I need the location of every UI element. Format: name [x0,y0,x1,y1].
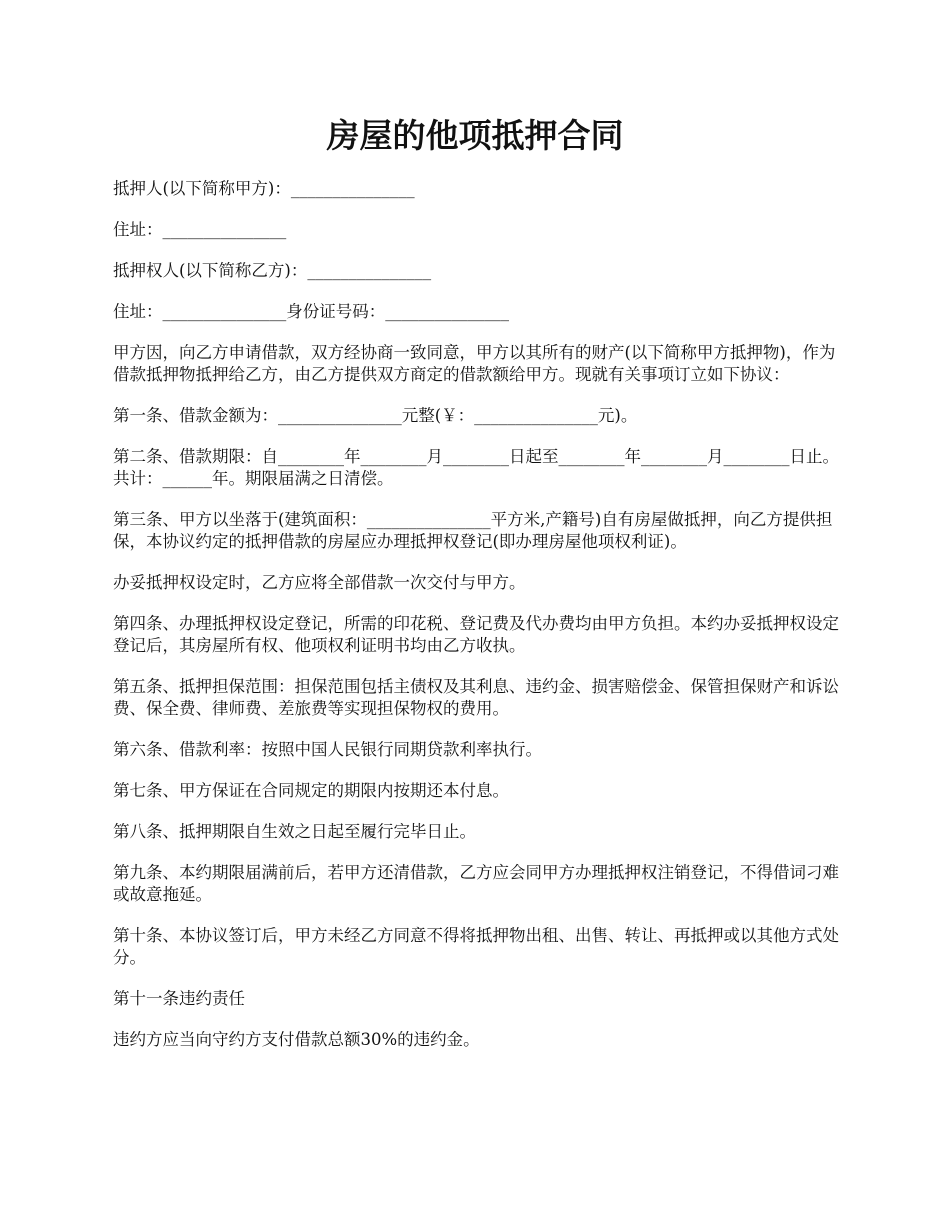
paragraph-article-7: 第七条、甲方保证在合同规定的期限内按期还本付息。 [113,781,509,800]
paragraph-article-2: 第二条、借款期限：自________年________月________日起至________年________月________日止。共计：______年。期限届满之日清偿。 [113,447,839,488]
paragraph-preamble: 甲方因，向乙方申请借款，双方经协商一致同意，甲方以其所有的财产(以下简称甲方抵押物)，作为借款抵押物抵押给乙方，由乙方提供双方商定的借款额给甲方。现就有关事项订立如下协议： [113,343,836,384]
paragraph-article-4: 第四条、办理抵押权设定登记，所需的印花税、登记费及代办费均由甲方负担。本约办妥抵押权设定登记后，其房屋所有权、他项权利证明书均由乙方收执。 [113,614,839,655]
paragraph-article-5: 第五条、抵押担保范围：担保范围包括主债权及其利息、违约金、损害赔偿金、保管担保财产和诉讼费、保全费、律师费、差旅费等实现担保物权的费用。 [113,677,839,718]
paragraph-mortgagee: 抵押权人(以下简称乙方)：_______________ [113,261,432,280]
paragraph-article-3-cont: 办妥抵押权设定时，乙方应将全部借款一次交付与甲方。 [113,573,526,592]
paragraph-mortgagor-address: 住址：_______________ [113,220,287,239]
paragraph-article-1: 第一条、借款金额为：_______________元整(￥：_______________元)。 [113,406,638,425]
paragraph-article-9: 第九条、本约期限届满前后，若甲方还清借款，乙方应会同甲方办理抵押权注销登记，不得借词刁难或故意拖延。 [113,863,839,904]
paragraph-article-11-heading: 第十一条违约责任 [113,989,245,1008]
document-title: 房屋的他项抵押合同 [326,116,624,155]
paragraph-article-10: 第十条、本协议签订后，甲方未经乙方同意不得将抵押物出租、出售、转让、再抵押或以其他方式处分。 [113,926,839,967]
paragraph-article-6: 第六条、借款利率：按照中国人民银行同期贷款利率执行。 [113,740,542,759]
paragraph-mortgagor: 抵押人(以下简称甲方)：_______________ [113,179,415,198]
paragraph-article-3: 第三条、甲方以坐落于(建筑面积：_______________平方米,产籍号)自有房屋做抵押，向乙方提供担保，本协议约定的抵押借款的房屋应办理抵押权登记(即办理房屋他项权利证)。 [113,510,833,551]
paragraph-article-8: 第八条、抵押期限自生效之日起至履行完毕日止。 [113,822,476,841]
document-body [113,178,843,1070]
paragraph-mortgagee-address-id: 住址：_______________身份证号码：_______________ [113,302,509,321]
paragraph-article-11-body: 违约方应当向守约方支付借款总额30%的违约金。 [113,1030,480,1049]
